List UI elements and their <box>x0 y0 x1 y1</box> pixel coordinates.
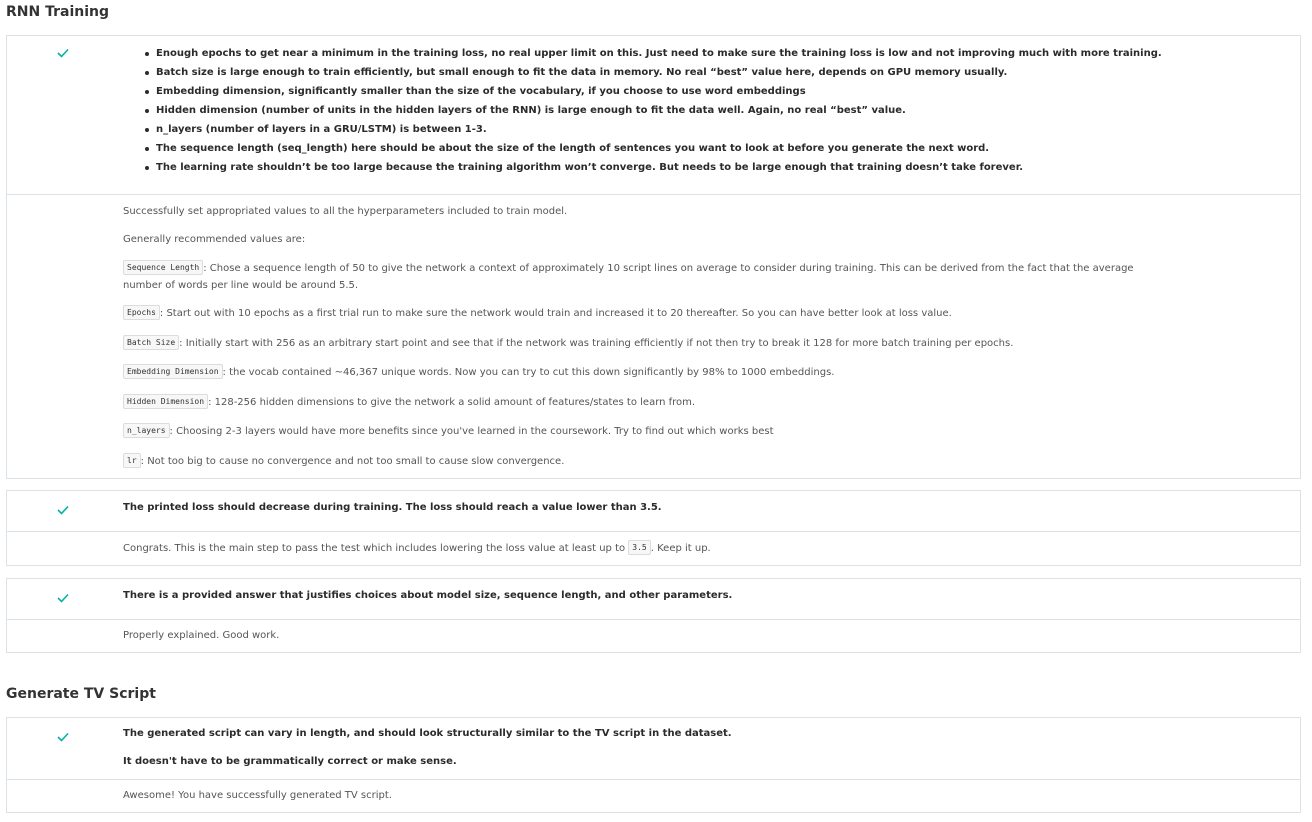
code-batch-size: Batch Size <box>123 335 179 350</box>
review-text: Properly explained. Good work. <box>123 630 280 641</box>
requirement-bullet: The learning rate shouldn’t be too large because the training algorithm won’t converge. But needs to be large enough that training doesn’t take forever. <box>145 161 1292 180</box>
review-intro: Successfully set appropriated values to all the hyperparameters included to train model. <box>123 206 568 217</box>
code-embedding-dimension: Embedding Dimension <box>123 364 223 379</box>
check-icon <box>57 732 69 742</box>
review-text: Awesome! You have successfully generated TV script. <box>123 790 392 801</box>
reviewer-comment <box>7 780 1300 812</box>
requirement-bullets <box>145 47 1292 180</box>
requirement-row <box>7 36 1300 195</box>
rubric-card-justification <box>6 578 1301 653</box>
rubric-card-loss <box>6 490 1301 566</box>
rubric-card-hyperparameters <box>6 35 1301 479</box>
requirement-bullet: Enough epochs to get near a minimum in the training loss, no real upper limit on this. Just need to make sure the training loss is low and not improving much with more training. <box>145 47 1292 66</box>
requirement-row <box>7 718 1300 780</box>
section-title-rnn-training: RNN Training <box>6 4 110 20</box>
review-subintro: Generally recommended values are: <box>123 234 306 245</box>
reviewer-comment <box>7 532 1300 565</box>
code-epochs: Epochs <box>123 305 160 320</box>
param-epochs: Epochs : Start out with 10 epochs as a first trial run to make sure the network would train and increased it to 20 thereafter. So you can have better look at loss value. <box>123 305 952 322</box>
code-hidden-dimension: Hidden Dimension <box>123 394 208 409</box>
reviewer-comment <box>7 620 1300 652</box>
code-sequence-length: Sequence Length <box>123 260 203 275</box>
code-loss-value: 3.5 <box>628 540 650 555</box>
rubric-card-generated-script <box>6 717 1301 813</box>
requirement-text: The printed loss should decrease during training. The loss should reach a value lower than 3.5. <box>123 502 662 513</box>
review-text: Congrats. This is the main step to pass the test which includes lowering the loss value at least up to 3.5 . Keep it up. <box>123 540 1160 557</box>
section-title-generate-tv-script: Generate TV Script <box>6 686 156 702</box>
param-sequence-length: Sequence Length : Chose a sequence length of 50 to give the network a context of approximately 10 script lines on average to consider during training. This can be derived from the fact that the average number of words per line would be around 5.5. <box>123 260 1160 294</box>
code-n-layers: n_layers <box>123 423 170 438</box>
reviewer-comment <box>7 195 1300 478</box>
check-icon <box>57 593 69 603</box>
requirement-bullet: Hidden dimension (number of units in the hidden layers of the RNN) is large enough to fit the data well. Again, no real “best” value. <box>145 104 1292 123</box>
check-icon <box>57 505 69 515</box>
requirement-text: There is a provided answer that justifies choices about model size, sequence length, and other parameters. <box>123 590 733 601</box>
requirement-bullet: n_layers (number of layers in a GRU/LSTM) is between 1-3. <box>145 123 1292 142</box>
requirement-text: The generated script can vary in length, and should look structurally similar to the TV script in the dataset. <box>123 728 732 739</box>
requirement-bullet: Embedding dimension, significantly smaller than the size of the vocabulary, if you choose to use word embeddings <box>145 85 1292 104</box>
param-embedding-dimension: Embedding Dimension : the vocab contained ~46,367 unique words. Now you can try to cut this down significantly by 98% to 1000 embeddings. <box>123 364 834 381</box>
requirement-bullet: The sequence length (seq_length) here should be about the size of the length of sentences you want to look at before you generate the next word. <box>145 142 1292 161</box>
code-lr: lr <box>123 453 141 468</box>
param-hidden-dimension: Hidden Dimension : 128-256 hidden dimensions to give the network a solid amount of features/states to learn from. <box>123 394 695 411</box>
param-n-layers: n_layers : Choosing 2-3 layers would have more benefits since you've learned in the coursework. Try to find out which works best <box>123 423 774 440</box>
check-icon <box>57 48 69 58</box>
requirement-row <box>7 491 1300 532</box>
requirement-bullet: Batch size is large enough to train efficiently, but small enough to fit the data in memory. No real “best” value here, depends on GPU memory usually. <box>145 66 1292 85</box>
param-batch-size: Batch Size : Initially start with 256 as an arbitrary start point and see that if the network was training efficiently if not then try to break it 128 for more batch training per epochs. <box>123 335 1013 352</box>
param-lr: lr : Not too big to cause no convergence and not too small to cause slow convergence. <box>123 453 564 470</box>
requirement-text: It doesn't have to be grammatically correct or make sense. <box>123 756 457 767</box>
requirement-row <box>7 579 1300 620</box>
